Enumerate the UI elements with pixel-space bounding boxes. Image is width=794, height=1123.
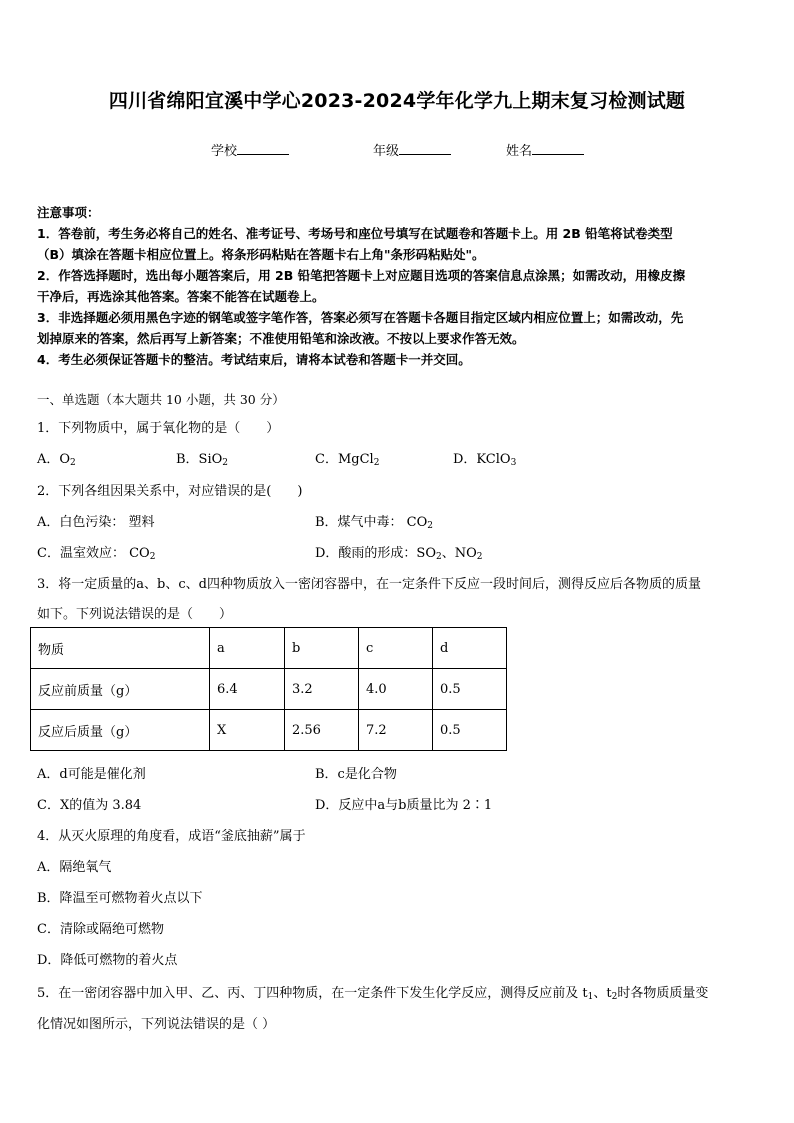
- table-cell: 7.2: [359, 710, 433, 751]
- q4-option-a: A．隔绝氧气: [37, 860, 112, 875]
- q4-option-c: C．清除或隔绝可燃物: [37, 922, 164, 937]
- name-blank: [532, 142, 584, 155]
- notes-line: 2．作答选择题时，选出每小题答案后，用 2B 铅笔把答题卡上对应题目选项的答案信息点涂黑；如需改动，用橡皮擦: [37, 268, 686, 283]
- q4-option-d: D．降低可燃物的着火点: [37, 953, 178, 968]
- notes-line: 4．考生必须保证答题卡的整洁。考试结束后，请将本试卷和答题卡一并交回。: [37, 352, 471, 367]
- school-field: [211, 140, 289, 159]
- q2-option-c: C．温室效应： $CO_2$: [37, 546, 156, 562]
- q4-option-b: B．降温至可燃物着火点以下: [37, 891, 203, 906]
- q3-option-c: C．X的值为 3.84: [37, 798, 142, 813]
- section-heading: 一、单选题（本大题共 10 小题，共 30 分）: [37, 392, 285, 407]
- table-cell: 反应前质量（g）: [31, 669, 210, 710]
- q1-option-d: D．KClO$_3$: [453, 452, 517, 468]
- question-3-stem-cont: 如下。下列说法错误的是（ ）: [37, 607, 233, 622]
- table-cell: d: [433, 628, 507, 669]
- table-cell: 6.4: [210, 669, 285, 710]
- notes-line: 干净后，再选涂其他答案。答案不能答在试题卷上。: [37, 289, 325, 304]
- table-cell: X: [210, 710, 285, 751]
- name-label: 姓名: [506, 144, 533, 159]
- table-cell: c: [359, 628, 433, 669]
- notes-line: （B）填涂在答题卡相应位置上。将条形码粘贴在答题卡右上角"条形码粘贴处"。: [37, 247, 485, 262]
- table-row: [31, 710, 507, 751]
- table-cell: 0.5: [433, 669, 507, 710]
- notes-line: 划掉原来的答案，然后再写上新答案；不准使用铅笔和涂改液。不按以上要求作答无效。: [37, 331, 525, 346]
- table-row: [31, 669, 507, 710]
- table-cell: a: [210, 628, 285, 669]
- grade-blank: [399, 142, 451, 155]
- question-2-stem: 2．下列各组因果关系中，对应错误的是( ): [37, 484, 303, 499]
- q1-option-b: B．SiO$_2$: [176, 452, 229, 468]
- table-cell: b: [285, 628, 359, 669]
- grade-field: [373, 140, 451, 159]
- table-cell: 物质: [31, 628, 210, 669]
- q1-option-c: C．MgCl$_2$: [315, 452, 380, 468]
- question-5-stem: 5．在一密闭容器中加入甲、乙、丙、丁四种物质，在一定条件下发生化学反应，测得反应前及 $t_1$、$t_2$时各物质质量变: [37, 986, 709, 1002]
- q2-option-a: A．白色污染： 塑料: [37, 515, 155, 530]
- table-cell: 反应后质量（g）: [31, 710, 210, 751]
- q2-option-b: B．煤气中毒： $CO_2$: [315, 515, 434, 531]
- q2-option-d: D．酸雨的形成：$SO_2$、$NO_2$: [315, 546, 483, 562]
- question-3-stem: 3．将一定质量的a、b、c、d四种物质放入一密闭容器中，在一定条件下反应一段时间后，测得反应后各物质的质量: [37, 577, 701, 592]
- notes-line: 1．答卷前，考生务必将自己的姓名、准考证号、考场号和座位号填写在试题卷和答题卡上。用 2B 铅笔将试卷类型: [37, 226, 673, 241]
- exam-title: 四川省绵阳宜溪中学心2023-2024学年化学九上期末复习检测试题: [108, 90, 686, 112]
- grade-label: 年级: [373, 144, 400, 159]
- table-cell: 2.56: [285, 710, 359, 751]
- table-cell: 3.2: [285, 669, 359, 710]
- notes-heading: 注意事项：: [37, 205, 100, 220]
- q3-option-d: D．反应中a与b质量比为 2∶1: [315, 798, 493, 813]
- table-cell: 0.5: [433, 710, 507, 751]
- question-5-stem-cont: 化情况如图所示，下列说法错误的是（ ）: [37, 1017, 276, 1032]
- name-field: [506, 140, 584, 159]
- school-blank: [237, 142, 289, 155]
- q3-option-a: A．d可能是催化剂: [37, 767, 146, 782]
- table-header-row: [31, 628, 507, 669]
- question-4-stem: 4．从灭火原理的角度看，成语“釜底抽薪”属于: [37, 829, 306, 844]
- notes-line: 3．非选择题必须用黑色字迹的钢笔或签字笔作答，答案必须写在答题卡各题目指定区域内相应位置上；如需改动，先: [37, 310, 684, 325]
- school-label: 学校: [211, 144, 238, 159]
- q3-option-b: B．c是化合物: [315, 767, 397, 782]
- question-1-stem: 1．下列物质中，属于氧化物的是（ ）: [37, 421, 280, 436]
- q1-option-a: A．$O_2$: [37, 452, 76, 468]
- mass-table: [30, 627, 507, 751]
- table-cell: 4.0: [359, 669, 433, 710]
